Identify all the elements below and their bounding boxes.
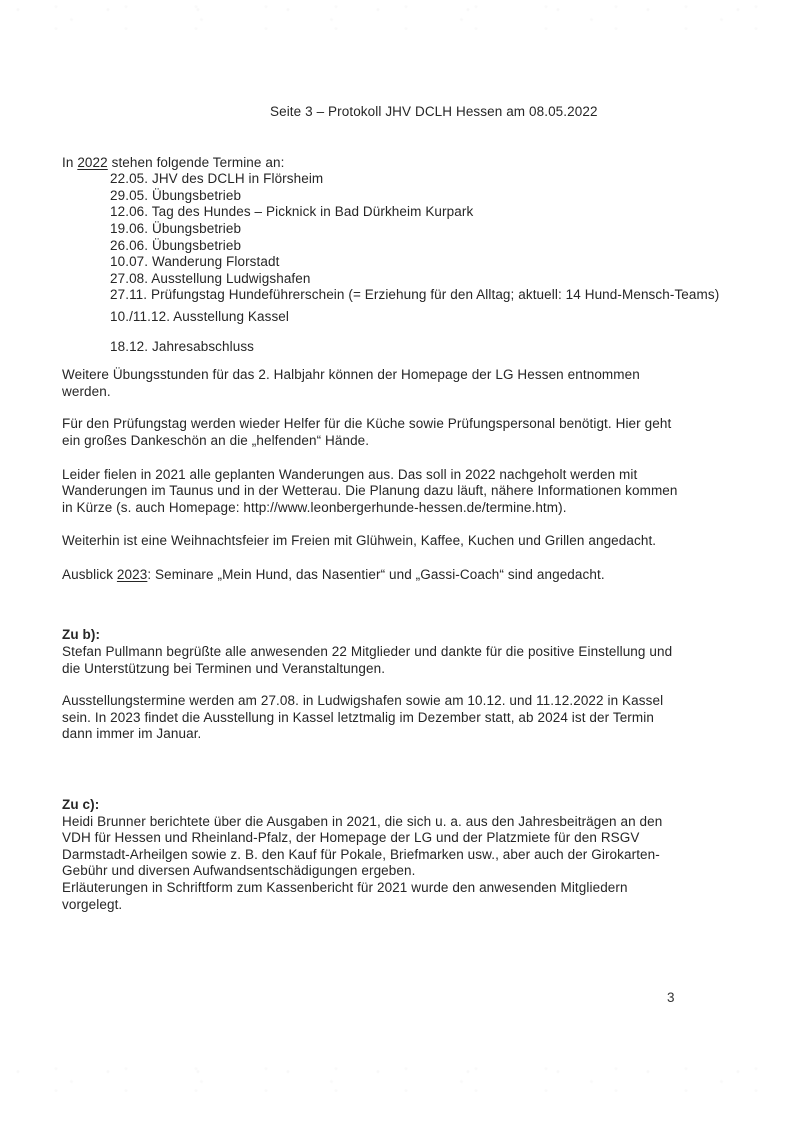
termine-item-kassel: 10./11.12. Ausstellung Kassel xyxy=(110,308,290,324)
paragraph-pruefungstag: Für den Prüfungstag werden wieder Helfer für die Küche sowie Prüfungspersonal benötigt. Hier geht ein großes Dankeschön an die „helfenden“ Hände. xyxy=(62,416,672,448)
paragraph-uebungsstunden: Weitere Übungsstunden für das 2. Halbjahr können der Homepage der LG Hessen entnommen werden. xyxy=(62,367,640,399)
header-text: Seite 3 – Protokoll JHV DCLH Hessen am 08.05.2022 xyxy=(270,104,598,119)
paragraph-ausblick xyxy=(62,567,682,584)
ausblick-suffix: : Seminare „Mein Hund, das Nasentier“ und „Gassi-Coach“ sind angedacht. xyxy=(147,566,605,582)
paragraph-weihnachtsfeier: Weiterhin ist eine Weihnachtsfeier im Freien mit Glühwein, Kaffee, Kuchen und Grillen angedacht. xyxy=(62,533,657,549)
termine-item: 22.05. JHV des DCLH in Flörsheim xyxy=(110,171,324,187)
section-b-paragraph-1: Stefan Pullmann begrüßte alle anwesenden 22 Mitglieder und dankte für die positive Einstellung und die Unterstützung bei Terminen und Veranstaltungen. xyxy=(62,644,673,676)
section-c-paragraph-1: Heidi Brunner berichtete über die Ausgaben in 2021, die sich u. a. aus den Jahresbeiträgen an den VDH für Hessen und Rheinland-Pfalz, der Homepage der LG und der Platzmiete für den RSGV Darmstadt-Arheilgen sowie z. B. den Kauf für Pokale, Briefmarken usw., aber auch der Girokarten-Gebühr und diversen Aufwandsentschädigungen ergeben. xyxy=(62,813,663,879)
termine-item-jahresabschluss: 18.12. Jahresabschluss xyxy=(110,338,255,354)
termine-item: 29.05. Übungsbetrieb xyxy=(110,187,242,203)
section-b-heading: Zu b): xyxy=(62,627,101,643)
termine-item: 10.07. Wanderung Florstadt xyxy=(110,254,280,270)
year-2022-underlined: 2022 xyxy=(77,154,108,170)
termine-item: 19.06. Übungsbetrieb xyxy=(110,220,242,236)
termine-list xyxy=(110,171,738,355)
year-2023-underlined: 2023 xyxy=(116,566,148,582)
ausblick-prefix: Ausblick xyxy=(62,566,117,582)
page-number: 3 xyxy=(667,990,675,1006)
termine-item: 12.06. Tag des Hundes – Picknick in Bad Dürkheim Kurpark xyxy=(110,204,474,220)
schedule-intro xyxy=(62,155,738,172)
paragraph-wanderungen: Leider fielen in 2021 alle geplanten Wanderungen aus. Das soll in 2022 nachgeholt werden mit Wanderungen im Taunus und in der Wetterau. Die Planung dazu läuft, nähere Informationen kommen in Kürze (s. auch Homepage: http://www.leonbergerhunde-hessen.de/termine.htm). xyxy=(62,466,678,515)
section-b-paragraph-2: Ausstellungstermine werden am 27.08. in Ludwigshafen sowie am 10.12. und 11.12.2022 in Kassel sein. In 2023 findet die Ausstellung in Kassel letztmalig im Dezember statt, ab 2024 ist der Termin dann immer im Januar. xyxy=(62,693,664,742)
termine-item: 26.06. Übungsbetrieb xyxy=(110,237,242,253)
section-c-paragraph-2: Erläuterungen in Schriftform zum Kassenbericht für 2021 wurde den anwesenden Mitgliedern vorgelegt. xyxy=(62,880,628,912)
termine-item: 27.08. Ausstellung Ludwigshafen xyxy=(110,270,311,286)
page-header xyxy=(270,104,738,121)
section-c-heading: Zu c): xyxy=(62,797,100,813)
intro-prefix: In xyxy=(62,154,78,170)
intro-suffix: stehen folgende Termine an: xyxy=(107,154,285,170)
termine-item: 27.11. Prüfungstag Hundeführerschein (= Erziehung für den Alltag; aktuell: 14 Hund-Mensch-Teams) xyxy=(110,287,720,303)
